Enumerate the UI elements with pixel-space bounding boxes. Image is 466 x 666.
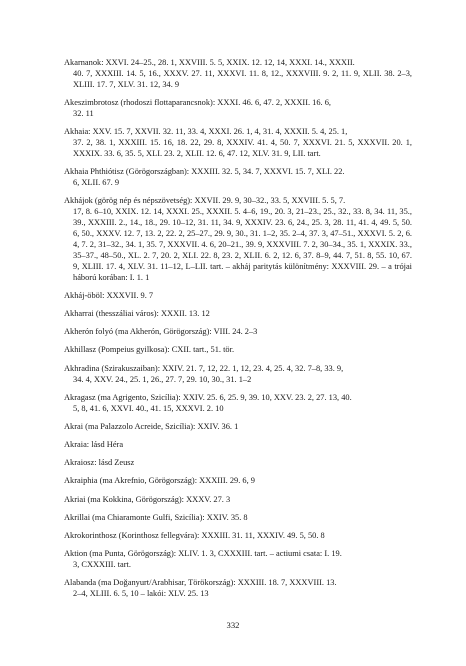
index-entry [64,458,412,469]
index-entry [64,98,412,120]
index-entry [64,364,412,386]
index-entry-first-line: Akriai (ma Kokkina, Görögország): XXXV. 27. 3 [64,494,231,504]
index-entry-first-line: Akarnanok: XXVI. 24–25., 28. 1, XXVIII. 5. 5, XXIX. 12. 12, 14, XXXI. 14., XXXII. [64,58,355,67]
index-entry [64,345,412,356]
index-entry-continuation: 32. 11 [73,108,94,118]
index-entry-first-line: Aktion (ma Punta, Görögország): XLIV. 1. 3, CXXXIII. tart. – actiumi csata: I. 19. [64,549,342,559]
index-entry-first-line: Akrillai (ma Chiaramonte Gulfi, Szicília): XXIV. 35. 8 [64,512,248,522]
index-entry-first-line: Alabanda (ma Doğanyurt/Arabhisar, Törökország): XXXIII. 18. 7, XXXVIII. 13. [64,578,337,588]
index-entry-first-line: Akrokorinthosz (Korinthosz fellegvára): XXXIII. 31. 11, XXXIV. 49. 5, 50. 8 [64,531,325,541]
index-entry-continuation: 6, XLII. 67. 9 [73,178,120,188]
index-entry-first-line: Akeszimbrotosz (rhodoszi flottaparancsnok): XXXI. 46. 6, 47. 2, XXXII. 16. 6, [64,98,332,108]
index-entry [64,422,412,433]
index-entry-continuation: 2–4, XLIII. 6. 5, 10 – lakói: XLV. 25. 13 [73,589,209,599]
index-entry-first-line: Akrai (ma Palazzolo Acreide, Szicília): XXIV. 36. 1 [64,421,239,431]
index-entry [64,549,412,571]
index-entry [64,476,412,487]
index-entry-first-line: Akhaia: XXV. 15. 7, XXVII. 32. 11, 33. 4, XXXI. 26. 1, 4, 31. 4, XXXII. 5. 4, 25. 1, [64,127,348,137]
index-entry [64,127,412,160]
index-entry [64,327,412,338]
index-page [64,58,412,607]
index-entry-first-line: Akhillasz (Pompeius gyilkosa): CXII. tart., 51. tör. [64,345,235,355]
index-entry-continuation: 40. 7, XXXIII. 14. 5, 16., XXXV. 27. 11, XXXVI. 11. 8, 12., XXXVIII. 9. 2, 11. 9, XLII. 38. 2–3, XLIII. 17. 7, XLV. 31. 12, 34. 9 [73,68,412,89]
index-entry-first-line: Akragasz (ma Agrigento, Szicília): XXIV. 25. 6, 25. 9, 39. 10, XXV. 23. 2, 27. 13, 40. [64,392,352,402]
index-entry-first-line: Akharrai (thesszáliai város): XXXII. 13. 12 [64,309,210,318]
index-entry [64,196,412,283]
index-entry-first-line: Akherón folyó (ma Akherón, Görögország): VIII. 24. 2–3 [64,327,258,337]
index-entry-first-line: Akraiosz: lásd Zeusz [64,458,135,468]
index-entry-continuation: 34. 4, XXV. 24., 25. 1, 26., 27. 7, 29. 10, 30., 31. 1–2 [73,374,252,384]
index-entry [64,309,412,320]
index-entry-first-line: Akhaia Phthiótisz (Görögországban): XXXIII. 32. 5, 34. 7, XXXVI. 15. 7, XLI. 22. [64,167,345,177]
index-entry-first-line: Akhradina (Szirakuszaiban): XXIV. 21. 7, 12, 22. 1, 12, 23. 4, 25. 4, 32. 7–8, 33. 9, [64,363,344,373]
index-entry-continuation: 3, CXXXIII. tart. [73,560,131,570]
index-entry [64,393,412,415]
index-entry [64,291,412,302]
index-entry-first-line: Akraiphia (ma Akrefnio, Görögország): XXXIII. 29. 6, 9 [64,476,255,486]
index-entry [64,440,412,451]
page-number: 332 [226,620,240,630]
index-entry [64,513,412,524]
index-entry [64,531,412,542]
index-entry-continuation: 17, 8. 6–10, XXIX. 12. 14, XXXI. 25., XXXII. 5. 4–6, 19., 20. 3, 21–23., 25., 32., 33. 8, 34. 11, 35., 39., XXXIII. 2., 14., 18., 29. 10–12, 31. 11, 34. 9, XXXIV. 23. 6, 24., 25. 3, 28. 11, 41. 4, 49. 5, 50. 6, 50., XXXV. 12. 7, 13. 2, 22. 2, 25–27., 29. 9, 30., 31. 1–2, 35. 2–4, 37. 3, 47–51., XXXVI. 5. 2, 6. 4, 7. 2, 31–32., 34. 1, 35. 7, XXXVII. 4. 6, 20–21., 39. 9, XXXVIII. 7. 2, 30–34., 35. 1, XXXIX. 33., 35–37., 48–50., XL. 2. 7, 20. 2, XLI. 22. 8, 23. 2, XLII. 6. 2, 12. 6, 37. 8–9, 44. 7, 51. 8, 55. 10, 67. 9, XLIII. 17. 4, XLV. 31. 11–12, L–LII. tart. – akháj paritytás különítmény: XXXVIII. 29. – a trójai háború korában: I. 1. 1 [73,207,412,282]
index-entry [64,578,412,600]
index-entry [64,495,412,506]
index-entry [64,58,412,91]
index-entry-first-line: Akraia: lásd Héra [64,440,124,450]
index-entry-first-line: Akháj-öböl: XXXVII. 9. 7 [64,290,154,300]
index-entry-first-line: Akhájok (görög nép és népszövetség): XXVII. 29. 9, 30–32., 33. 5, XXVIII. 5. 5, 7. [64,196,346,206]
index-entry-continuation: 37. 2, 38. 1, XXXIII. 15. 16, 18. 22, 29. 8, XXXIV. 41. 4, 50. 7, XXXVI. 21. 5, XXXVII. 20. 1, XXXIX. 33. 6, 35. 5, XLI. 23. 2, XLII. 12. 6, 47. 12, XLV. 31. 9, LII. tart. [73,138,412,158]
index-entry [64,167,412,189]
index-entry-continuation: 5, 8, 41. 6, XXVI. 40., 41. 15, XXXVI. 2. 10 [73,403,224,413]
